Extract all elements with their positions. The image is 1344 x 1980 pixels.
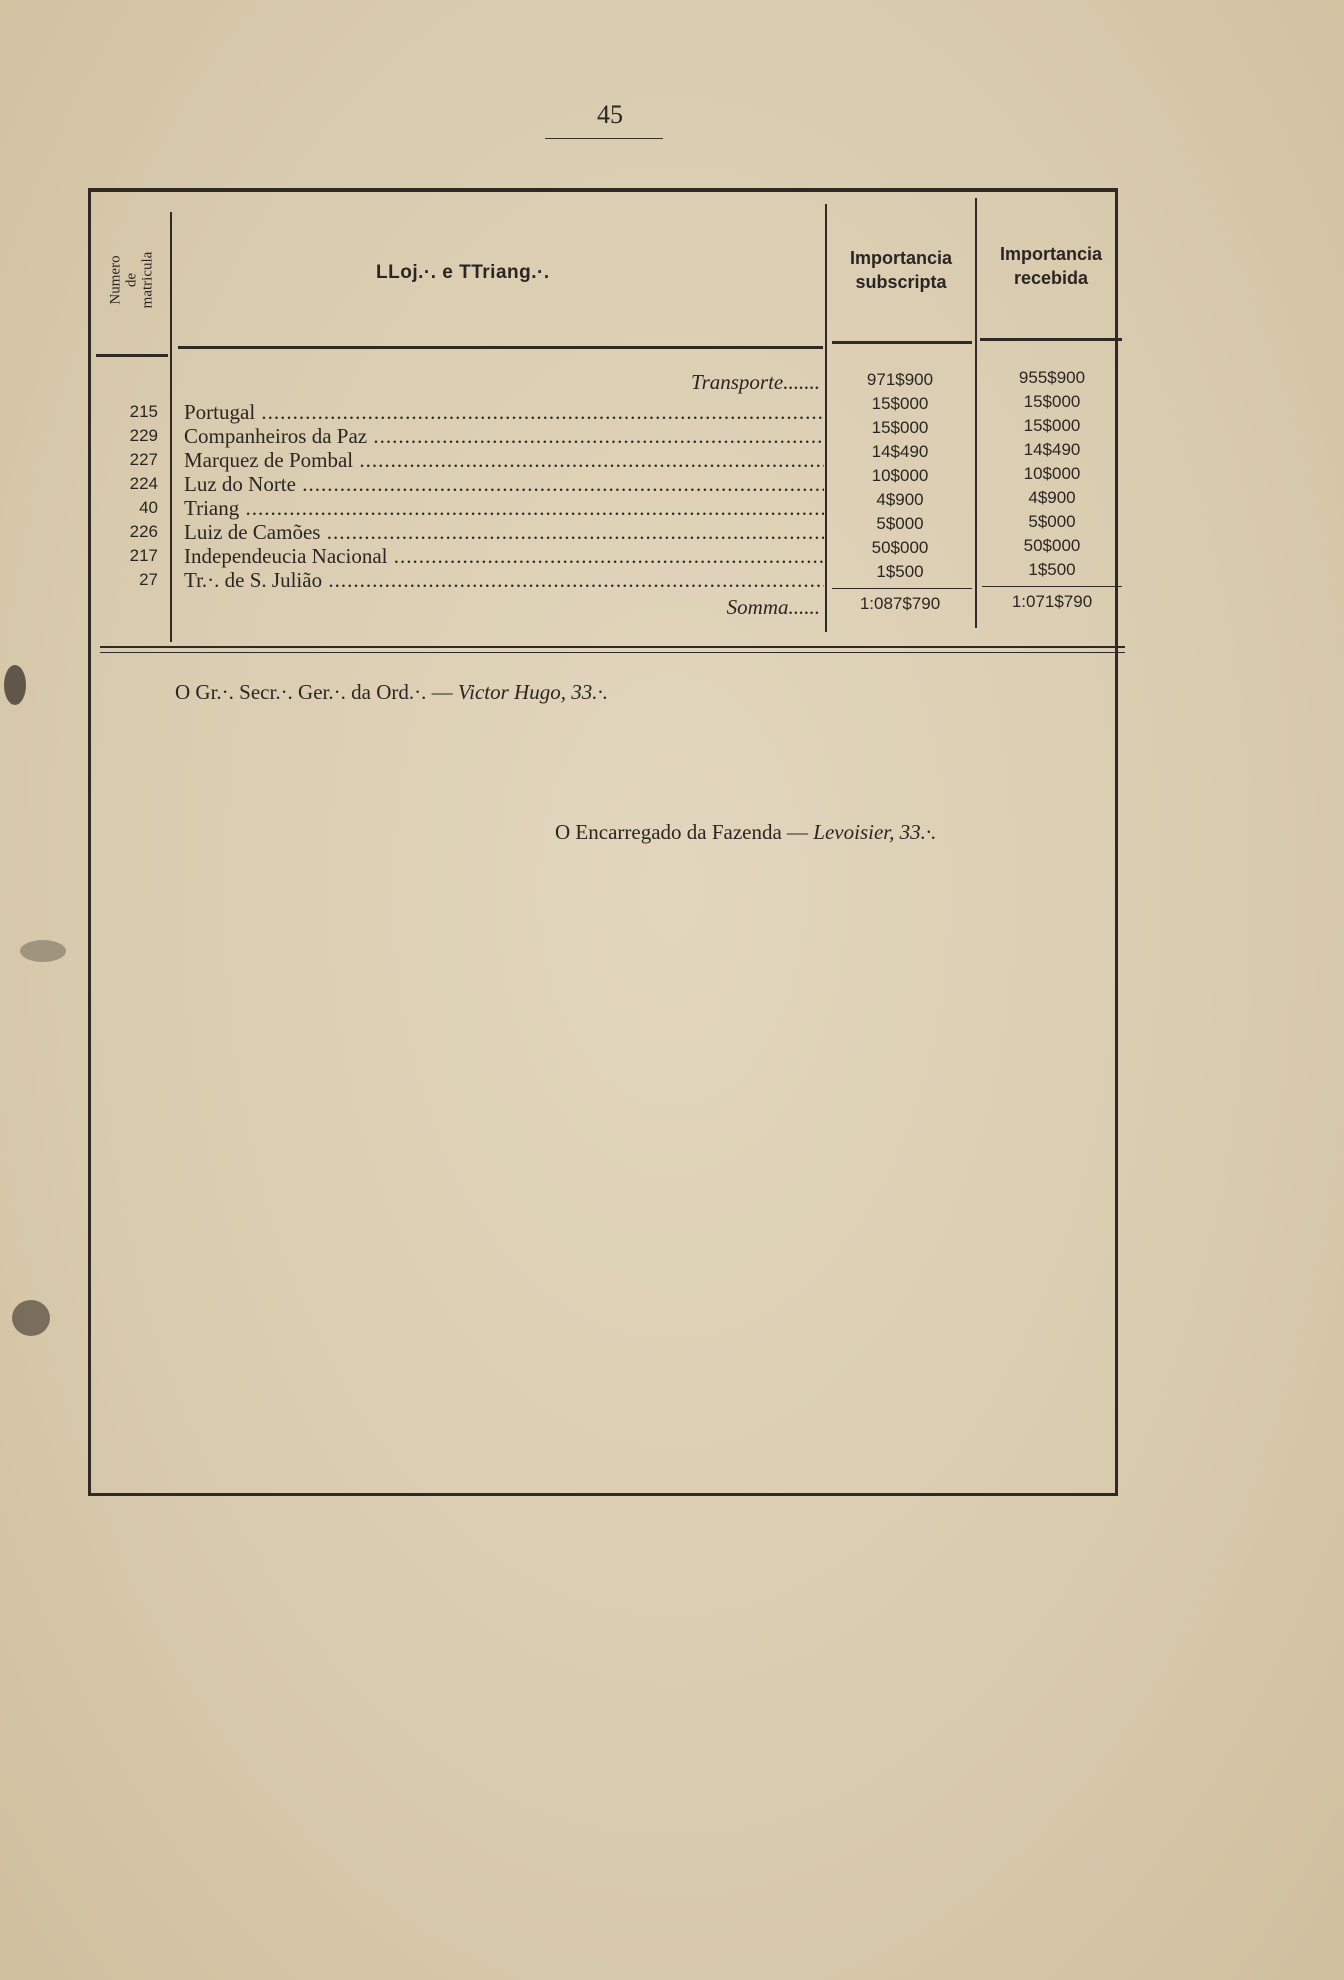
row-subscripta: 50$000	[871, 538, 929, 557]
row-recebida: 5$000	[1028, 512, 1076, 531]
row-subscripta: 1$500	[876, 562, 924, 581]
row-subscripta: 15$000	[871, 394, 929, 413]
row-name: Luz do Norte .....	[184, 472, 824, 496]
header-rule-lojas	[178, 346, 823, 349]
row-name: Portugal .....	[184, 400, 824, 424]
row-recebida: 15$000	[1023, 392, 1081, 411]
signature-secretario	[175, 680, 608, 705]
somma-recebida: 1:071$790	[1011, 592, 1093, 611]
row-name: Independeucia Nacional .....	[184, 544, 824, 568]
header-rule-subscripta	[832, 341, 972, 344]
row-recebida: 14$490	[1023, 440, 1081, 459]
somma-rule-subscripta	[832, 588, 972, 589]
row-recebida: 10$000	[1023, 464, 1081, 483]
row-matricula: 227	[129, 450, 158, 469]
row-recebida: 1$500	[1028, 560, 1076, 579]
row-subscripta: 14$490	[871, 442, 929, 461]
somma-rule-recebida	[982, 586, 1122, 587]
header-rule-matricula	[96, 354, 168, 357]
signature-fazenda-prefix: O Encarregado da Fazenda —	[555, 820, 814, 844]
row-subscripta: 5$000	[876, 514, 924, 533]
table-bottom-rule-2	[100, 652, 1125, 653]
transporte-subscripta: 971$900	[866, 370, 934, 389]
row-matricula: 224	[129, 474, 158, 493]
row-matricula: 215	[129, 402, 158, 421]
binding-hole-3	[12, 1300, 50, 1336]
transporte-recebida: 955$900	[1018, 368, 1086, 387]
table-row	[96, 448, 826, 472]
row-subscripta: 10$000	[871, 466, 929, 485]
somma-label-text: Somma	[726, 595, 789, 619]
row-matricula: 40	[139, 498, 158, 517]
header-matricula-line-3: matricula	[138, 251, 155, 309]
header-matricula	[96, 225, 166, 335]
transporte-label-text: Transporte	[691, 370, 784, 394]
header-recebida	[977, 242, 1125, 290]
row-subscripta: 4$900	[876, 490, 924, 509]
table-row	[96, 424, 826, 448]
header-matricula-line-1: Numero	[106, 255, 123, 305]
signature-fazenda-name: Levoisier, 33.·.	[813, 820, 937, 844]
header-matricula-line-2: de	[122, 272, 139, 288]
header-rule-recebida	[980, 338, 1122, 341]
header-subscripta-line-2: subscripta	[855, 272, 947, 292]
transporte-label: Transporte.......	[691, 370, 820, 394]
row-matricula: 27	[139, 570, 158, 589]
signature-fazenda	[555, 820, 936, 845]
table-row	[96, 400, 826, 424]
binding-hole-1	[4, 665, 26, 705]
somma-label: Somma......	[726, 595, 820, 619]
header-subscripta-line-1: Importancia	[849, 248, 953, 268]
row-recebida: 4$900	[1028, 488, 1076, 507]
signature-secretario-prefix: O Gr.·. Secr.·. Ger.·. da Ord.·. —	[175, 680, 458, 704]
page-number-rule	[545, 138, 663, 139]
page-number: 45	[597, 100, 623, 129]
binding-hole-2	[20, 940, 66, 962]
row-name: Luiz de Camões .....	[184, 520, 824, 544]
row-name: Marquez de Pombal .....	[184, 448, 824, 472]
header-recebida-line-1: Importancia	[999, 244, 1103, 264]
header-lojas: LLoj.·. e TTriang.·.	[376, 262, 550, 283]
row-matricula: 226	[129, 522, 158, 541]
header-recebida-line-2: recebida	[1013, 268, 1089, 288]
row-subscripta: 15$000	[871, 418, 929, 437]
table-row	[96, 544, 826, 568]
table-bottom-rule	[100, 646, 1125, 648]
row-recebida: 15$000	[1023, 416, 1081, 435]
table-row	[96, 472, 826, 496]
table-row	[96, 496, 826, 520]
row-matricula: 217	[129, 546, 158, 565]
row-recebida: 50$000	[1023, 536, 1081, 555]
signature-secretario-name: Victor Hugo, 33.·.	[457, 680, 608, 704]
table-row	[96, 520, 826, 544]
row-name: Triang .....	[184, 496, 824, 520]
header-subscripta	[827, 246, 975, 294]
somma-subscripta: 1:087$790	[859, 594, 941, 613]
row-matricula: 229	[129, 426, 158, 445]
row-name: Tr.·. de S. Julião .....	[184, 568, 824, 592]
table-row	[96, 568, 826, 592]
row-name: Companheiros da Paz .....	[184, 424, 824, 448]
